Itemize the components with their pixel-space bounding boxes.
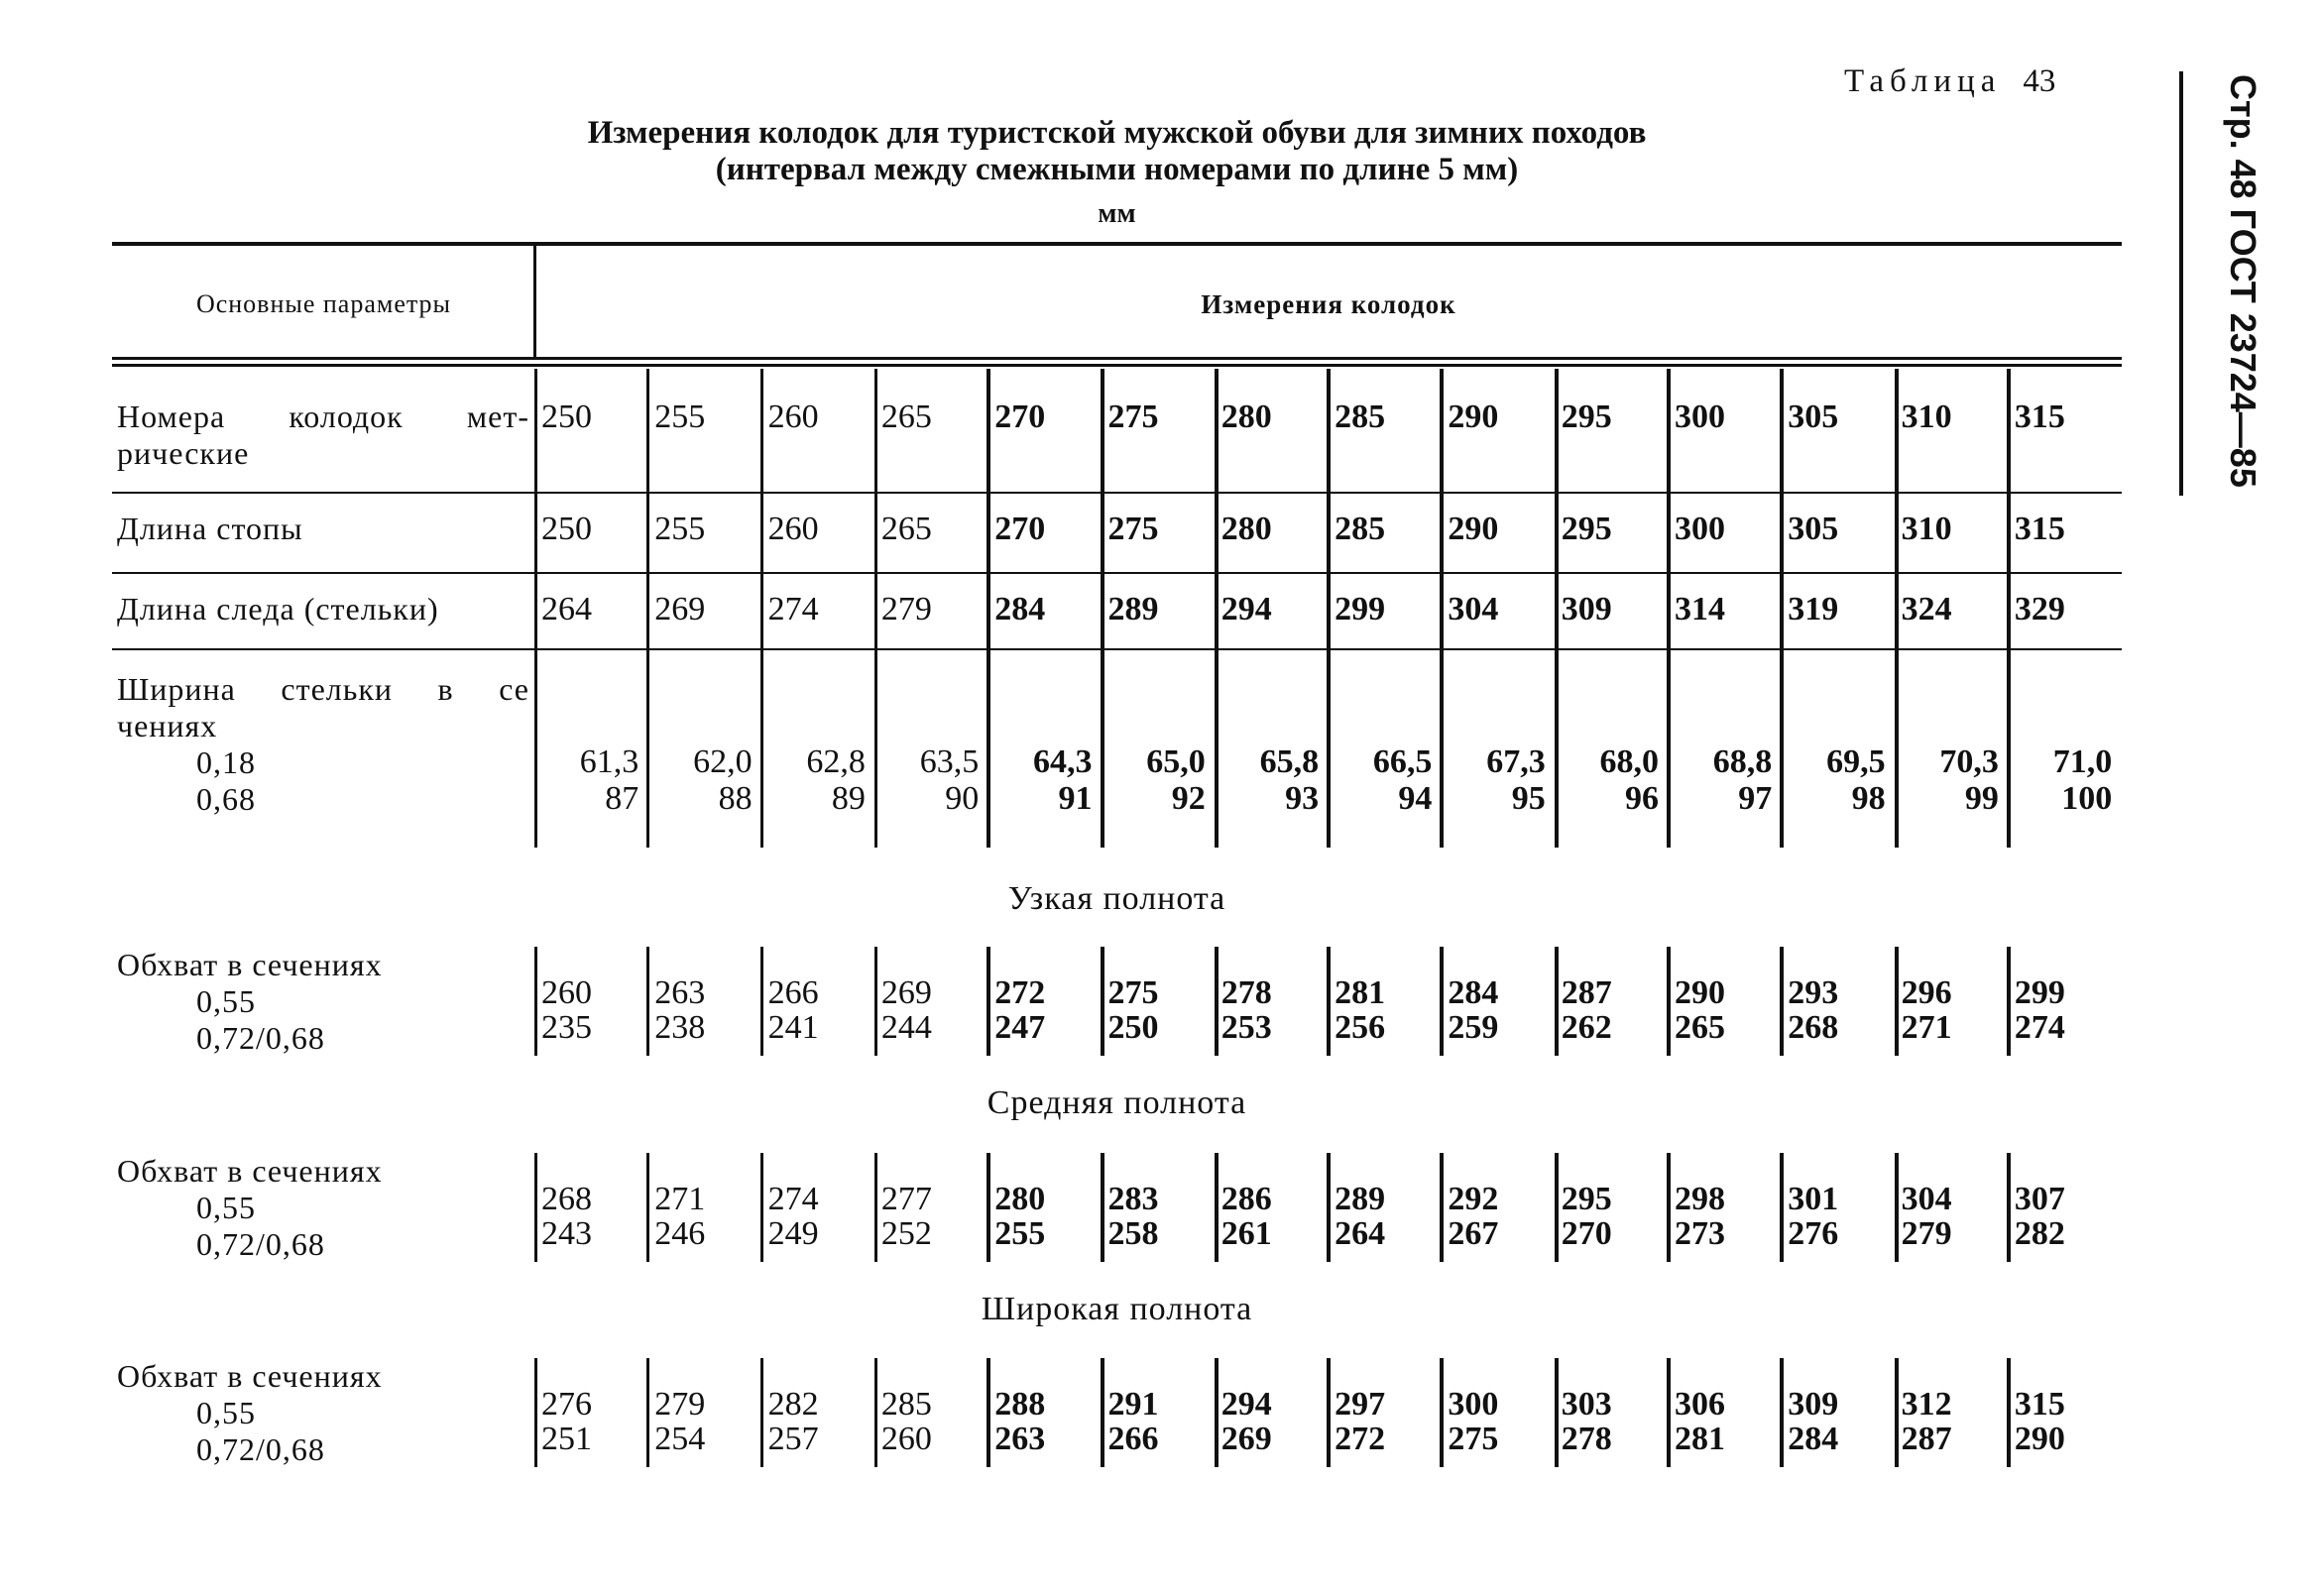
row-3-value: 284 [994,591,1046,627]
section-1-value-055: 293 [1788,974,1839,1011]
section-1-value-055: 266 [767,974,819,1011]
row-4-label-line: Ширина стельки в се [117,671,529,707]
section-2-divider [1101,1153,1104,1262]
row-1-divider [1215,369,1219,493]
section-1-label-line: Обхват в сечениях [117,947,383,982]
section-2-label-line: Обхват в сечениях [117,1153,383,1189]
row-1-value: 295 [1561,399,1612,435]
header-param-label: Основные параметры [195,289,452,318]
row-2-divider [1555,493,1559,573]
section-3-value-072: 278 [1561,1421,1612,1457]
row-4-value-068: 88 [718,780,753,817]
section-1-divider [534,947,537,1056]
row-1-value: 290 [1448,399,1499,435]
section-2-divider [1440,1153,1444,1262]
row-4-label-line: 0,68 [196,781,256,817]
section-2-value-072: 258 [1107,1215,1159,1252]
row-2-value: 270 [994,511,1046,547]
section-3-divider [534,1358,537,1467]
section-3-divider [1101,1358,1104,1467]
section-2-value-055: 292 [1448,1181,1499,1217]
section-2-value-055: 277 [880,1181,932,1217]
row-1-divider [874,369,877,493]
row-3-divider [1667,573,1671,649]
section-3-value-072: 272 [1335,1421,1386,1457]
row-2-divider [1327,493,1331,573]
row-3-value: 314 [1675,591,1725,627]
row-1-divider [1327,369,1331,493]
section-2-label [117,1153,529,1263]
section-1-value-055: 290 [1675,974,1725,1011]
row-1-bottom-rule [112,492,2122,494]
table-number: 43 [2023,63,2056,99]
section-2-divider [646,1153,649,1262]
row-1-divider [1555,369,1559,493]
section-3-label [117,1358,529,1468]
row-3-value: 269 [654,591,706,627]
section-1-divider [987,947,990,1056]
section-3-value-055: 300 [1448,1386,1499,1423]
section-1-value-055: 296 [1901,974,1952,1011]
section-title: Узкая полнота [1007,880,1226,917]
row-2-divider [1101,493,1104,573]
section-3-divider [646,1358,649,1467]
section-2-value-055: 304 [1901,1181,1952,1217]
section-3-value-072: 266 [1107,1421,1159,1457]
section-2-divider [1215,1153,1219,1262]
row-4-value-068: 98 [1851,780,1886,817]
row-2-divider [1215,493,1219,573]
section-3-divider [1895,1358,1899,1467]
section-1-value-072: 241 [767,1009,819,1046]
row-3-divider [646,573,649,649]
section-1-value-055: 287 [1561,974,1612,1011]
row-1-value: 265 [880,399,932,435]
section-3-value-072: 275 [1448,1421,1499,1457]
row-1-label-line: рические [117,435,250,471]
section-1-value-055: 278 [1220,974,1272,1011]
row-4-value-018: 62,0 [693,743,753,780]
row-4-label [117,671,529,818]
section-2-value-072: 243 [541,1215,592,1252]
row-3-divider [874,573,877,649]
section-3-label-line: 0,72/0,68 [196,1431,325,1467]
section-2-value-055: 289 [1335,1181,1386,1217]
row-2-divider [646,493,649,573]
row-2-divider [987,493,990,573]
section-1-value-055: 269 [880,974,932,1011]
row-4-value-068: 87 [605,780,639,817]
section-2-divider [1327,1153,1331,1262]
section-1-value-072: 238 [654,1009,706,1046]
row-2-divider [2007,493,2011,573]
row-3-value: 264 [541,591,592,627]
row-3-label-line: Длина следа (стельки) [117,591,439,627]
row-4-value-068: 97 [1738,780,1773,817]
row-3-value: 319 [1788,591,1839,627]
section-3-divider [1327,1358,1331,1467]
row-1-divider [987,369,990,493]
row-3-value: 274 [767,591,819,627]
section-3-value-072: 290 [2014,1421,2065,1457]
section-2-value-072: 252 [880,1215,932,1252]
row-2-value: 265 [880,511,932,547]
section-2-divider [874,1153,877,1262]
section-3-divider [874,1358,877,1467]
row-1-divider [1101,369,1104,493]
row-3-value: 299 [1335,591,1386,627]
section-2-value-072: 273 [1675,1215,1725,1252]
row-1-value: 310 [1901,399,1952,435]
section-2-label-line: 0,55 [196,1190,256,1225]
section-1-value-055: 299 [2014,974,2065,1011]
row-2-value: 280 [1220,511,1272,547]
row-4-value-018: 66,5 [1372,743,1433,780]
row-4-value-068: 92 [1171,780,1206,817]
section-1-divider [1780,947,1784,1056]
section-2-divider [534,1153,537,1262]
row-4-value-018: 70,3 [1939,743,1999,780]
section-2-value-055: 298 [1675,1181,1725,1217]
section-1-divider [1555,947,1559,1056]
header-double-rule-top [112,357,2122,360]
row-2-divider [874,493,877,573]
row-4-value-018: 64,3 [1032,743,1093,780]
row-2-value: 310 [1901,511,1952,547]
row-2-divider [1667,493,1671,573]
row-3-bottom-rule [112,648,2122,650]
row-4-value-068: 95 [1511,780,1546,817]
row-2-divider [1780,493,1784,573]
row-1-value: 275 [1107,399,1159,435]
section-2-value-072: 282 [2014,1215,2065,1252]
section-2-value-072: 255 [994,1215,1046,1252]
row-3-divider [1215,573,1219,649]
section-1-label-line: 0,55 [196,983,256,1019]
row-1-divider [1780,369,1784,493]
row-2-value: 300 [1675,511,1725,547]
section-3-value-055: 315 [2014,1386,2065,1423]
row-3-divider [1327,573,1331,649]
section-1-divider [1215,947,1219,1056]
section-2-divider [1555,1153,1559,1262]
section-1-value-055: 275 [1107,974,1159,1011]
row-3-value: 304 [1448,591,1499,627]
row-4-value-068: 99 [1964,780,1999,817]
section-3-divider [1667,1358,1671,1467]
row-1-value: 280 [1220,399,1272,435]
row-3-value: 329 [2014,591,2065,627]
row-1-value: 250 [541,399,592,435]
section-3-value-072: 257 [767,1421,819,1457]
section-1-value-072: 250 [1107,1009,1159,1046]
section-3-value-072: 284 [1788,1421,1839,1457]
section-2-value-072: 264 [1335,1215,1386,1252]
section-3-divider [1780,1358,1784,1467]
section-1-divider [874,947,877,1056]
row-2-value: 290 [1448,511,1499,547]
section-3-value-055: 297 [1335,1386,1386,1423]
row-3-value: 289 [1107,591,1159,627]
section-title: Широкая полнота [981,1291,1253,1327]
row-1-value: 315 [2014,399,2065,435]
row-4-value-068: 93 [1285,780,1320,817]
row-4-value-018: 69,5 [1826,743,1886,780]
section-3-label-line: Обхват в сечениях [117,1358,383,1394]
table-title-line-1: Измерения колодок для туристской мужской обуви для зимних походов [587,115,1647,151]
section-1-value-055: 284 [1448,974,1499,1011]
row-1-label [117,399,529,472]
row-2-value: 250 [541,511,592,547]
section-3-value-055: 303 [1561,1386,1612,1423]
section-2-value-055: 301 [1788,1181,1839,1217]
section-2-value-055: 280 [994,1181,1046,1217]
section-1-divider [1327,947,1331,1056]
row-3-divider [987,573,990,649]
section-3-value-055: 279 [654,1386,706,1423]
section-3-divider [987,1358,990,1467]
row-4-value-068: 89 [831,780,866,817]
row-4-value-018: 68,8 [1712,743,1773,780]
row-4-value-068: 94 [1398,780,1433,817]
row-1-divider [2007,369,2011,493]
section-3-value-055: 282 [767,1386,819,1423]
header-top-rule [112,242,2122,246]
row-2-label [117,511,529,547]
row-3-divider [760,573,763,649]
row-3-divider [1440,573,1444,649]
row-3-divider [1555,573,1559,649]
section-3-divider [1555,1358,1559,1467]
row-1-value: 285 [1335,399,1386,435]
row-3-value: 294 [1220,591,1272,627]
row-2-value: 315 [2014,511,2065,547]
side-rule [2179,71,2183,496]
section-2-value-072: 267 [1448,1215,1499,1252]
section-2-divider [2007,1153,2011,1262]
header-double-rule-bottom [112,364,2122,367]
section-3-value-072: 269 [1220,1421,1272,1457]
section-3-value-072: 263 [994,1421,1046,1457]
row-4-value-018: 71,0 [2052,743,2113,780]
section-1-value-072: 271 [1901,1009,1952,1046]
section-1-value-072: 268 [1788,1009,1839,1046]
row-1-divider [1895,369,1899,493]
row-3-divider [534,573,537,649]
section-1-value-072: 259 [1448,1009,1499,1046]
row-3-value: 279 [880,591,932,627]
section-3-divider [2007,1358,2011,1467]
section-1-divider [1440,947,1444,1056]
row-3-divider [1895,573,1899,649]
section-1-value-072: 256 [1335,1009,1386,1046]
row-1-value: 260 [767,399,819,435]
section-1-value-055: 272 [994,974,1046,1011]
row-1-label-line: Номера колодок мет- [117,399,529,434]
section-2-value-055: 274 [767,1181,819,1217]
row-3-label [117,591,529,627]
section-3-divider [760,1358,763,1467]
row-1-divider [534,369,537,493]
row-3-value: 309 [1561,591,1612,627]
header-measurements-label: Измерения колодок [1201,289,1456,319]
section-3-value-072: 281 [1675,1421,1725,1457]
row-2-value: 295 [1561,511,1612,547]
section-1-divider [646,947,649,1056]
section-1-value-055: 281 [1335,974,1386,1011]
row-4-value-018: 67,3 [1486,743,1546,780]
table-word: Таблица [1844,63,2002,99]
row-3-divider [1780,573,1784,649]
section-2-value-072: 279 [1901,1215,1952,1252]
row-2-divider [760,493,763,573]
section-2-divider [1667,1153,1671,1262]
section-2-divider [760,1153,763,1262]
row-2-divider [1895,493,1899,573]
row-4-value-018: 63,5 [919,743,980,780]
section-1-divider [1895,947,1899,1056]
section-3-value-072: 260 [880,1421,932,1457]
section-3-value-072: 254 [654,1421,706,1457]
section-3-value-055: 309 [1788,1386,1839,1423]
section-2-value-072: 261 [1220,1215,1272,1252]
row-4-value-068: 96 [1624,780,1659,817]
section-2-value-055: 307 [2014,1181,2065,1217]
section-1-label-line: 0,72/0,68 [196,1020,325,1056]
section-2-value-055: 295 [1561,1181,1612,1217]
section-3-value-055: 276 [541,1386,592,1423]
section-3-value-055: 285 [880,1386,932,1423]
section-2-label-line: 0,72/0,68 [196,1226,325,1262]
section-3-value-055: 294 [1220,1386,1272,1423]
table-title-line-2: (интервал между смежными номерами по длине 5 мм) [715,152,1519,187]
row-1-divider [760,369,763,493]
section-1-divider [1101,947,1104,1056]
section-3-divider [1215,1358,1219,1467]
section-1-value-072: 262 [1561,1009,1612,1046]
section-1-value-072: 244 [880,1009,932,1046]
row-2-divider [1440,493,1444,573]
section-title: Средняя полнота [987,1084,1247,1121]
row-1-value: 270 [994,399,1046,435]
section-2-value-055: 268 [541,1181,592,1217]
row-3-divider [2007,573,2011,649]
row-2-value: 255 [654,511,706,547]
row-1-divider [1440,369,1444,493]
section-3-divider [1440,1358,1444,1467]
section-1-label [117,947,529,1057]
section-3-value-072: 287 [1901,1421,1952,1457]
row-4-value-018: 65,8 [1259,743,1320,780]
row-2-bottom-rule [112,572,2122,574]
row-4-label-line: чениях [117,708,218,743]
row-4-value-068: 91 [1058,780,1093,817]
row-2-label-line: Длина стопы [117,511,303,546]
row-1-value: 255 [654,399,706,435]
row-3-divider [1101,573,1104,649]
section-3-value-055: 288 [994,1386,1046,1423]
row-4-value-018: 68,0 [1599,743,1659,780]
row-4-value-018: 61,3 [579,743,639,780]
row-4-value-018: 62,8 [806,743,866,780]
section-2-value-055: 271 [654,1181,706,1217]
page-side-header: Стр. 48 ГОСТ 23724—85 [2223,74,2264,488]
section-3-value-072: 251 [541,1421,592,1457]
section-1-divider [1667,947,1671,1056]
row-4-value-068: 100 [2061,780,2113,817]
row-4-value-068: 90 [945,780,980,817]
section-1-value-055: 263 [654,974,706,1011]
section-2-value-072: 270 [1561,1215,1612,1252]
section-1-divider [2007,947,2011,1056]
section-2-value-055: 283 [1107,1181,1159,1217]
row-1-value: 300 [1675,399,1725,435]
section-2-value-072: 276 [1788,1215,1839,1252]
section-2-divider [987,1153,990,1262]
row-2-value: 260 [767,511,819,547]
section-1-value-072: 247 [994,1009,1046,1046]
section-1-divider [760,947,763,1056]
section-3-label-line: 0,55 [196,1395,256,1430]
row-2-value: 305 [1788,511,1839,547]
row-4-value-018: 65,0 [1146,743,1206,780]
section-1-value-072: 253 [1220,1009,1272,1046]
section-1-value-055: 260 [541,974,592,1011]
table-number-label [1844,63,2055,100]
row-2-value: 275 [1107,511,1159,547]
section-1-value-072: 265 [1675,1009,1725,1046]
section-1-value-072: 274 [2014,1009,2065,1046]
row-2-value: 285 [1335,511,1386,547]
section-3-value-055: 312 [1901,1386,1952,1423]
row-1-value: 305 [1788,399,1839,435]
section-1-value-072: 235 [541,1009,592,1046]
section-2-value-072: 249 [767,1215,819,1252]
section-2-value-072: 246 [654,1215,706,1252]
section-2-divider [1780,1153,1784,1262]
row-1-divider [646,369,649,493]
row-4-label-line: 0,18 [196,744,256,780]
row-3-value: 324 [1901,591,1952,627]
row-2-divider [534,493,537,573]
section-2-value-055: 286 [1220,1181,1272,1217]
section-3-value-055: 306 [1675,1386,1725,1423]
section-2-divider [1895,1153,1899,1262]
units-label: мм [1098,198,1136,229]
section-3-value-055: 291 [1107,1386,1159,1423]
row-1-divider [1667,369,1671,493]
